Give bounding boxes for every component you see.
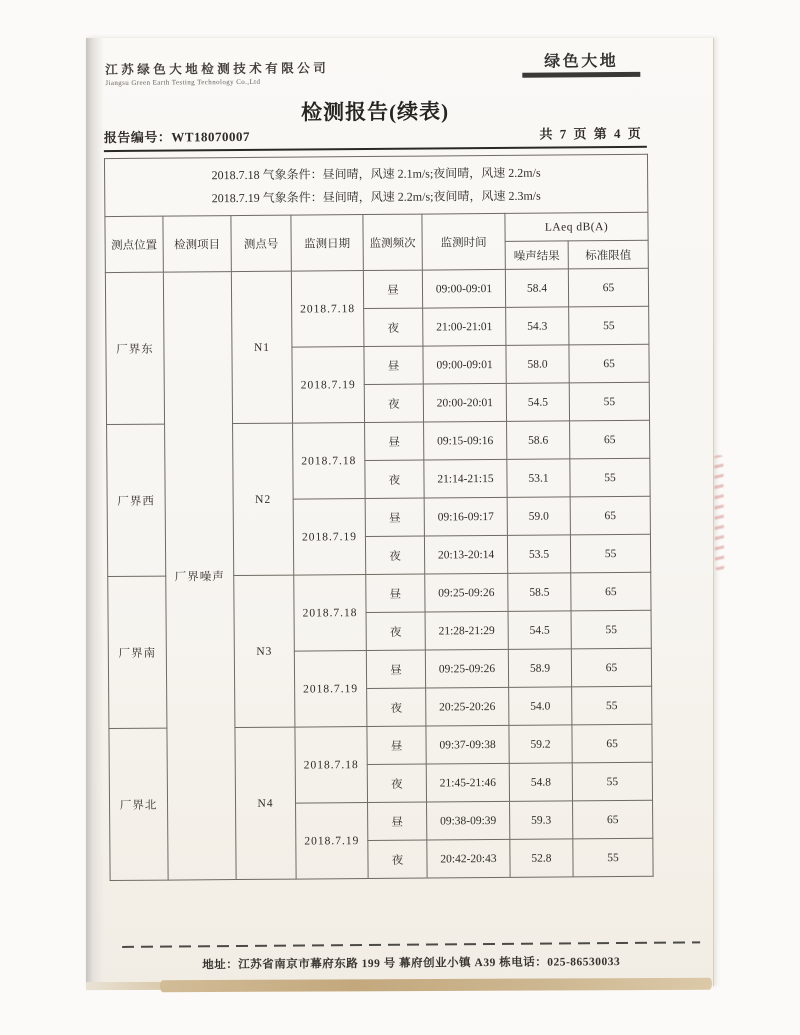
cell-point-number: N3 bbox=[234, 575, 295, 727]
cell-location: 厂界北 bbox=[109, 728, 168, 880]
cell-time: 21:14-21:15 bbox=[424, 459, 507, 498]
weather-conditions-row bbox=[104, 154, 647, 216]
cell-standard-limit: 65 bbox=[571, 648, 651, 687]
col-header-point: 测点号 bbox=[231, 215, 291, 271]
cell-frequency: 夜 bbox=[367, 764, 426, 802]
cell-noise-result: 58.6 bbox=[507, 421, 570, 459]
cell-frequency: 夜 bbox=[365, 460, 424, 498]
page-footer bbox=[122, 941, 700, 973]
results-tbody bbox=[105, 268, 653, 880]
cell-point-number: N2 bbox=[233, 423, 294, 575]
cell-standard-limit: 55 bbox=[570, 534, 650, 573]
cell-noise-result: 59.0 bbox=[507, 497, 570, 535]
page-bottom-edge-shadow bbox=[86, 982, 166, 990]
cell-noise-result: 58.9 bbox=[508, 649, 571, 687]
cell-frequency: 夜 bbox=[368, 840, 427, 878]
cell-time: 09:25-09:26 bbox=[425, 649, 508, 688]
cell-noise-result: 54.5 bbox=[508, 611, 571, 649]
cell-frequency: 夜 bbox=[366, 612, 425, 650]
table-row bbox=[105, 268, 648, 310]
cell-frequency: 昼 bbox=[365, 498, 424, 536]
cell-date: 2018.7.18 bbox=[295, 727, 368, 804]
col-header-date: 监测日期 bbox=[291, 215, 363, 272]
cell-noise-result: 54.5 bbox=[506, 383, 569, 421]
cell-frequency: 昼 bbox=[363, 270, 422, 308]
cell-standard-limit: 65 bbox=[568, 268, 648, 307]
cell-time: 20:42-20:43 bbox=[427, 839, 510, 878]
logo-underline-bar bbox=[522, 72, 640, 78]
cell-frequency: 昼 bbox=[368, 802, 427, 840]
cell-frequency: 夜 bbox=[367, 688, 426, 726]
cell-date: 2018.7.19 bbox=[294, 651, 367, 728]
cell-time: 09:16-09:17 bbox=[424, 497, 507, 536]
cell-frequency: 昼 bbox=[366, 650, 425, 688]
cell-time: 09:38-09:39 bbox=[427, 801, 510, 840]
cell-standard-limit: 65 bbox=[571, 572, 651, 611]
cell-frequency: 夜 bbox=[365, 536, 424, 574]
cell-frequency: 昼 bbox=[366, 574, 425, 612]
cell-standard-limit: 65 bbox=[570, 420, 650, 459]
cell-date: 2018.7.19 bbox=[296, 803, 369, 880]
cell-time: 09:00-09:01 bbox=[423, 345, 506, 384]
cell-time: 09:25-09:26 bbox=[425, 573, 508, 612]
company-header bbox=[105, 58, 329, 87]
cell-standard-limit: 55 bbox=[573, 838, 653, 877]
cell-time: 09:00-09:01 bbox=[422, 269, 505, 308]
cell-standard-limit: 55 bbox=[572, 686, 652, 725]
cell-point-number: N4 bbox=[235, 727, 296, 879]
cell-frequency: 昼 bbox=[364, 346, 423, 384]
page-bottom-edge bbox=[160, 978, 712, 992]
cell-time: 09:15-09:16 bbox=[424, 421, 507, 460]
col-header-laeq: LAeq dB(A) bbox=[505, 212, 648, 241]
cell-standard-limit: 55 bbox=[570, 458, 650, 497]
cell-standard-limit: 55 bbox=[571, 610, 651, 649]
col-header-time: 监测时间 bbox=[422, 213, 505, 270]
cell-location: 厂界东 bbox=[105, 272, 164, 424]
cell-frequency: 夜 bbox=[364, 384, 423, 422]
report-meta-row bbox=[103, 125, 647, 152]
cell-noise-result: 59.2 bbox=[509, 725, 572, 763]
cell-noise-result: 54.8 bbox=[509, 763, 572, 801]
page-number-info: 共 7 页 第 4 页 bbox=[539, 125, 643, 142]
handwritten-red-marks bbox=[714, 455, 724, 570]
cell-standard-limit: 65 bbox=[572, 724, 652, 763]
cell-standard-limit: 65 bbox=[570, 496, 650, 535]
cell-time: 20:00-20:01 bbox=[423, 383, 506, 422]
logo-text: 绿色大地 bbox=[544, 53, 619, 71]
cell-standard-limit: 55 bbox=[572, 762, 652, 801]
cell-frequency: 昼 bbox=[365, 422, 424, 460]
report-number: 报告编号：WT18070007 bbox=[103, 128, 251, 146]
cell-standard-limit: 55 bbox=[569, 306, 649, 345]
page-title: 检测报告(续表) bbox=[301, 99, 450, 125]
cell-frequency: 昼 bbox=[367, 726, 426, 764]
noise-results-table bbox=[104, 154, 654, 881]
cell-noise-result: 58.5 bbox=[508, 573, 571, 611]
cell-time: 21:45-21:46 bbox=[426, 763, 509, 802]
cell-time: 20:13-20:14 bbox=[424, 535, 507, 574]
weather-conditions-cell bbox=[104, 154, 647, 216]
company-name-cn: 江苏绿色大地检测技术有限公司 bbox=[105, 61, 330, 78]
page-content bbox=[83, 35, 717, 988]
company-logo bbox=[522, 48, 640, 78]
scanned-report-page bbox=[86, 38, 714, 986]
cell-test-item: 厂界噪声 bbox=[163, 272, 236, 881]
cell-point-number: N1 bbox=[231, 271, 292, 423]
weather-line-2: 2018.7.19 气象条件：昼间晴，风速 2.2m/s;夜间晴，风速 2.3m/s bbox=[211, 188, 541, 205]
cell-standard-limit: 55 bbox=[569, 382, 649, 421]
cell-time: 09:37-09:38 bbox=[426, 725, 509, 764]
cell-date: 2018.7.18 bbox=[294, 575, 367, 652]
cell-noise-result: 58.4 bbox=[505, 269, 568, 307]
cell-time: 20:25-20:26 bbox=[426, 687, 509, 726]
cell-date: 2018.7.19 bbox=[292, 347, 365, 424]
weather-line-1: 2018.7.18 气象条件：昼间晴，风速 2.1m/s;夜间晴，风速 2.2m/s bbox=[211, 165, 541, 183]
cell-noise-result: 53.1 bbox=[507, 459, 570, 497]
cell-location: 厂界南 bbox=[108, 576, 167, 728]
col-header-location: 测点位置 bbox=[105, 216, 163, 272]
cell-noise-result: 54.3 bbox=[506, 307, 569, 345]
cell-date: 2018.7.18 bbox=[291, 271, 364, 348]
cell-frequency: 夜 bbox=[364, 308, 423, 346]
table-header-row-1 bbox=[105, 212, 648, 244]
cell-noise-result: 53.5 bbox=[507, 535, 570, 573]
footer-dashed-line bbox=[122, 941, 700, 948]
cell-noise-result: 59.3 bbox=[510, 801, 573, 839]
footer-address: 地址：江苏省南京市幕府东路 199 号 幕府创业小镇 A39 栋电话：025-86530033 bbox=[202, 956, 621, 972]
company-name-en: Jiangsu Green Earth Testing Technology Co.,Ltd bbox=[105, 77, 261, 88]
cell-time: 21:00-21:01 bbox=[423, 307, 506, 346]
cell-noise-result: 58.0 bbox=[506, 345, 569, 383]
col-header-standard-limit: 标准限值 bbox=[568, 240, 648, 269]
col-header-item: 检测项目 bbox=[163, 216, 231, 273]
col-header-frequency: 监测频次 bbox=[363, 214, 422, 270]
col-header-noise-result: 噪声结果 bbox=[505, 241, 568, 269]
cell-date: 2018.7.19 bbox=[293, 499, 366, 576]
cell-standard-limit: 65 bbox=[573, 800, 653, 839]
cell-location: 厂界西 bbox=[107, 424, 166, 576]
cell-date: 2018.7.18 bbox=[293, 423, 366, 500]
cell-noise-result: 52.8 bbox=[510, 839, 573, 877]
cell-standard-limit: 65 bbox=[569, 344, 649, 383]
cell-noise-result: 54.0 bbox=[509, 687, 572, 725]
cell-time: 21:28-21:29 bbox=[425, 611, 508, 650]
